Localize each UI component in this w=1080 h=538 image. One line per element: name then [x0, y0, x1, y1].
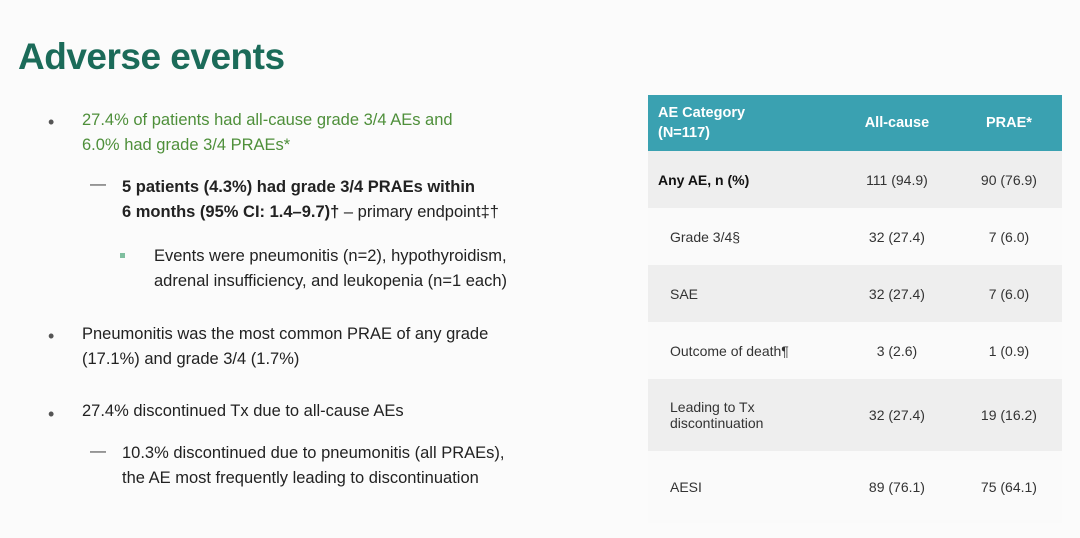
sub-bullet-dash: — — [90, 176, 106, 193]
bullet-text-line: 27.4% discontinued Tx due to all-cause AEs — [82, 402, 404, 420]
bullet-text-line: 27.4% of patients had all-cause grade 3/4 AEs and — [82, 111, 453, 129]
header-prae: PRAE* — [956, 95, 1062, 151]
table-header-row — [648, 95, 1062, 151]
row-label: AESI — [648, 451, 838, 523]
bullet-text-line: 10.3% discontinued due to pneumonitis (all PRAEs), — [122, 444, 505, 462]
bullet-dot: • — [48, 326, 55, 346]
bullet-text-bold: 6 months (95% CI: 1.4–9.7)† — [122, 203, 340, 221]
sub-sub-bullet-events — [154, 244, 507, 294]
bullet-text-line: 6.0% had grade 3/4 PRAEs* — [82, 136, 291, 154]
bullet-text-line: the AE most frequently leading to discontinuation — [122, 469, 479, 487]
header-line: (N=117) — [658, 125, 710, 141]
row-label: Outcome of death¶ — [648, 322, 838, 379]
sub-bullet-dash: — — [90, 443, 106, 460]
header-ae-category — [648, 95, 838, 151]
cell-prae: 90 (76.9) — [956, 151, 1062, 208]
sub-sub-bullet-square — [120, 253, 125, 258]
table-row — [648, 151, 1062, 208]
cell-prae: 1 (0.9) — [956, 322, 1062, 379]
row-label-line: discontinuation — [670, 415, 764, 431]
cell-allcause: 32 (27.4) — [838, 208, 956, 265]
bullet-text-line: 5 patients (4.3%) had grade 3/4 PRAEs within — [122, 178, 476, 196]
row-label: SAE — [648, 265, 838, 322]
cell-prae: 7 (6.0) — [956, 265, 1062, 322]
bullet-text-line: adrenal insufficiency, and leukopenia (n=1 each) — [154, 272, 508, 290]
table-row — [648, 451, 1062, 523]
table-row — [648, 265, 1062, 322]
cell-allcause: 89 (76.1) — [838, 451, 956, 523]
cell-allcause: 111 (94.9) — [838, 151, 956, 208]
cell-allcause: 32 (27.4) — [838, 265, 956, 322]
bullet-dot: • — [48, 112, 55, 132]
header-allcause: All-cause — [838, 95, 956, 151]
page-title: Adverse events — [18, 36, 285, 77]
cell-prae: 7 (6.0) — [956, 208, 1062, 265]
cell-allcause: 3 (2.6) — [838, 322, 956, 379]
cell-prae: 19 (16.2) — [956, 379, 1062, 451]
bullet-discontinued — [82, 399, 404, 424]
table-row — [648, 322, 1062, 379]
ae-table — [648, 95, 1062, 523]
cell-allcause: 32 (27.4) — [838, 379, 956, 451]
row-label: Any AE, n (%) — [648, 151, 838, 208]
table-row — [648, 208, 1062, 265]
bullet-text-line: (17.1%) and grade 3/4 (1.7%) — [82, 350, 300, 368]
bullet-text-line: Pneumonitis was the most common PRAE of any grade — [82, 325, 489, 343]
bullet-allcause-grade34 — [82, 108, 453, 158]
bullet-text-rest: – primary endpoint‡† — [339, 203, 499, 221]
row-label-line: Leading to Tx — [670, 399, 755, 415]
header-line: AE Category — [658, 105, 746, 121]
sub-bullet-pneumonitis-discontinuation — [122, 441, 504, 491]
bullet-dot: • — [48, 404, 55, 424]
sub-bullet-primary-endpoint — [122, 175, 499, 225]
row-label: Grade 3/4§ — [648, 208, 838, 265]
bullet-pneumonitis — [82, 322, 488, 372]
row-label — [648, 379, 838, 451]
cell-prae: 75 (64.1) — [956, 451, 1062, 523]
bullet-text-line: Events were pneumonitis (n=2), hypothyroidism, — [154, 247, 507, 265]
table-row — [648, 379, 1062, 451]
